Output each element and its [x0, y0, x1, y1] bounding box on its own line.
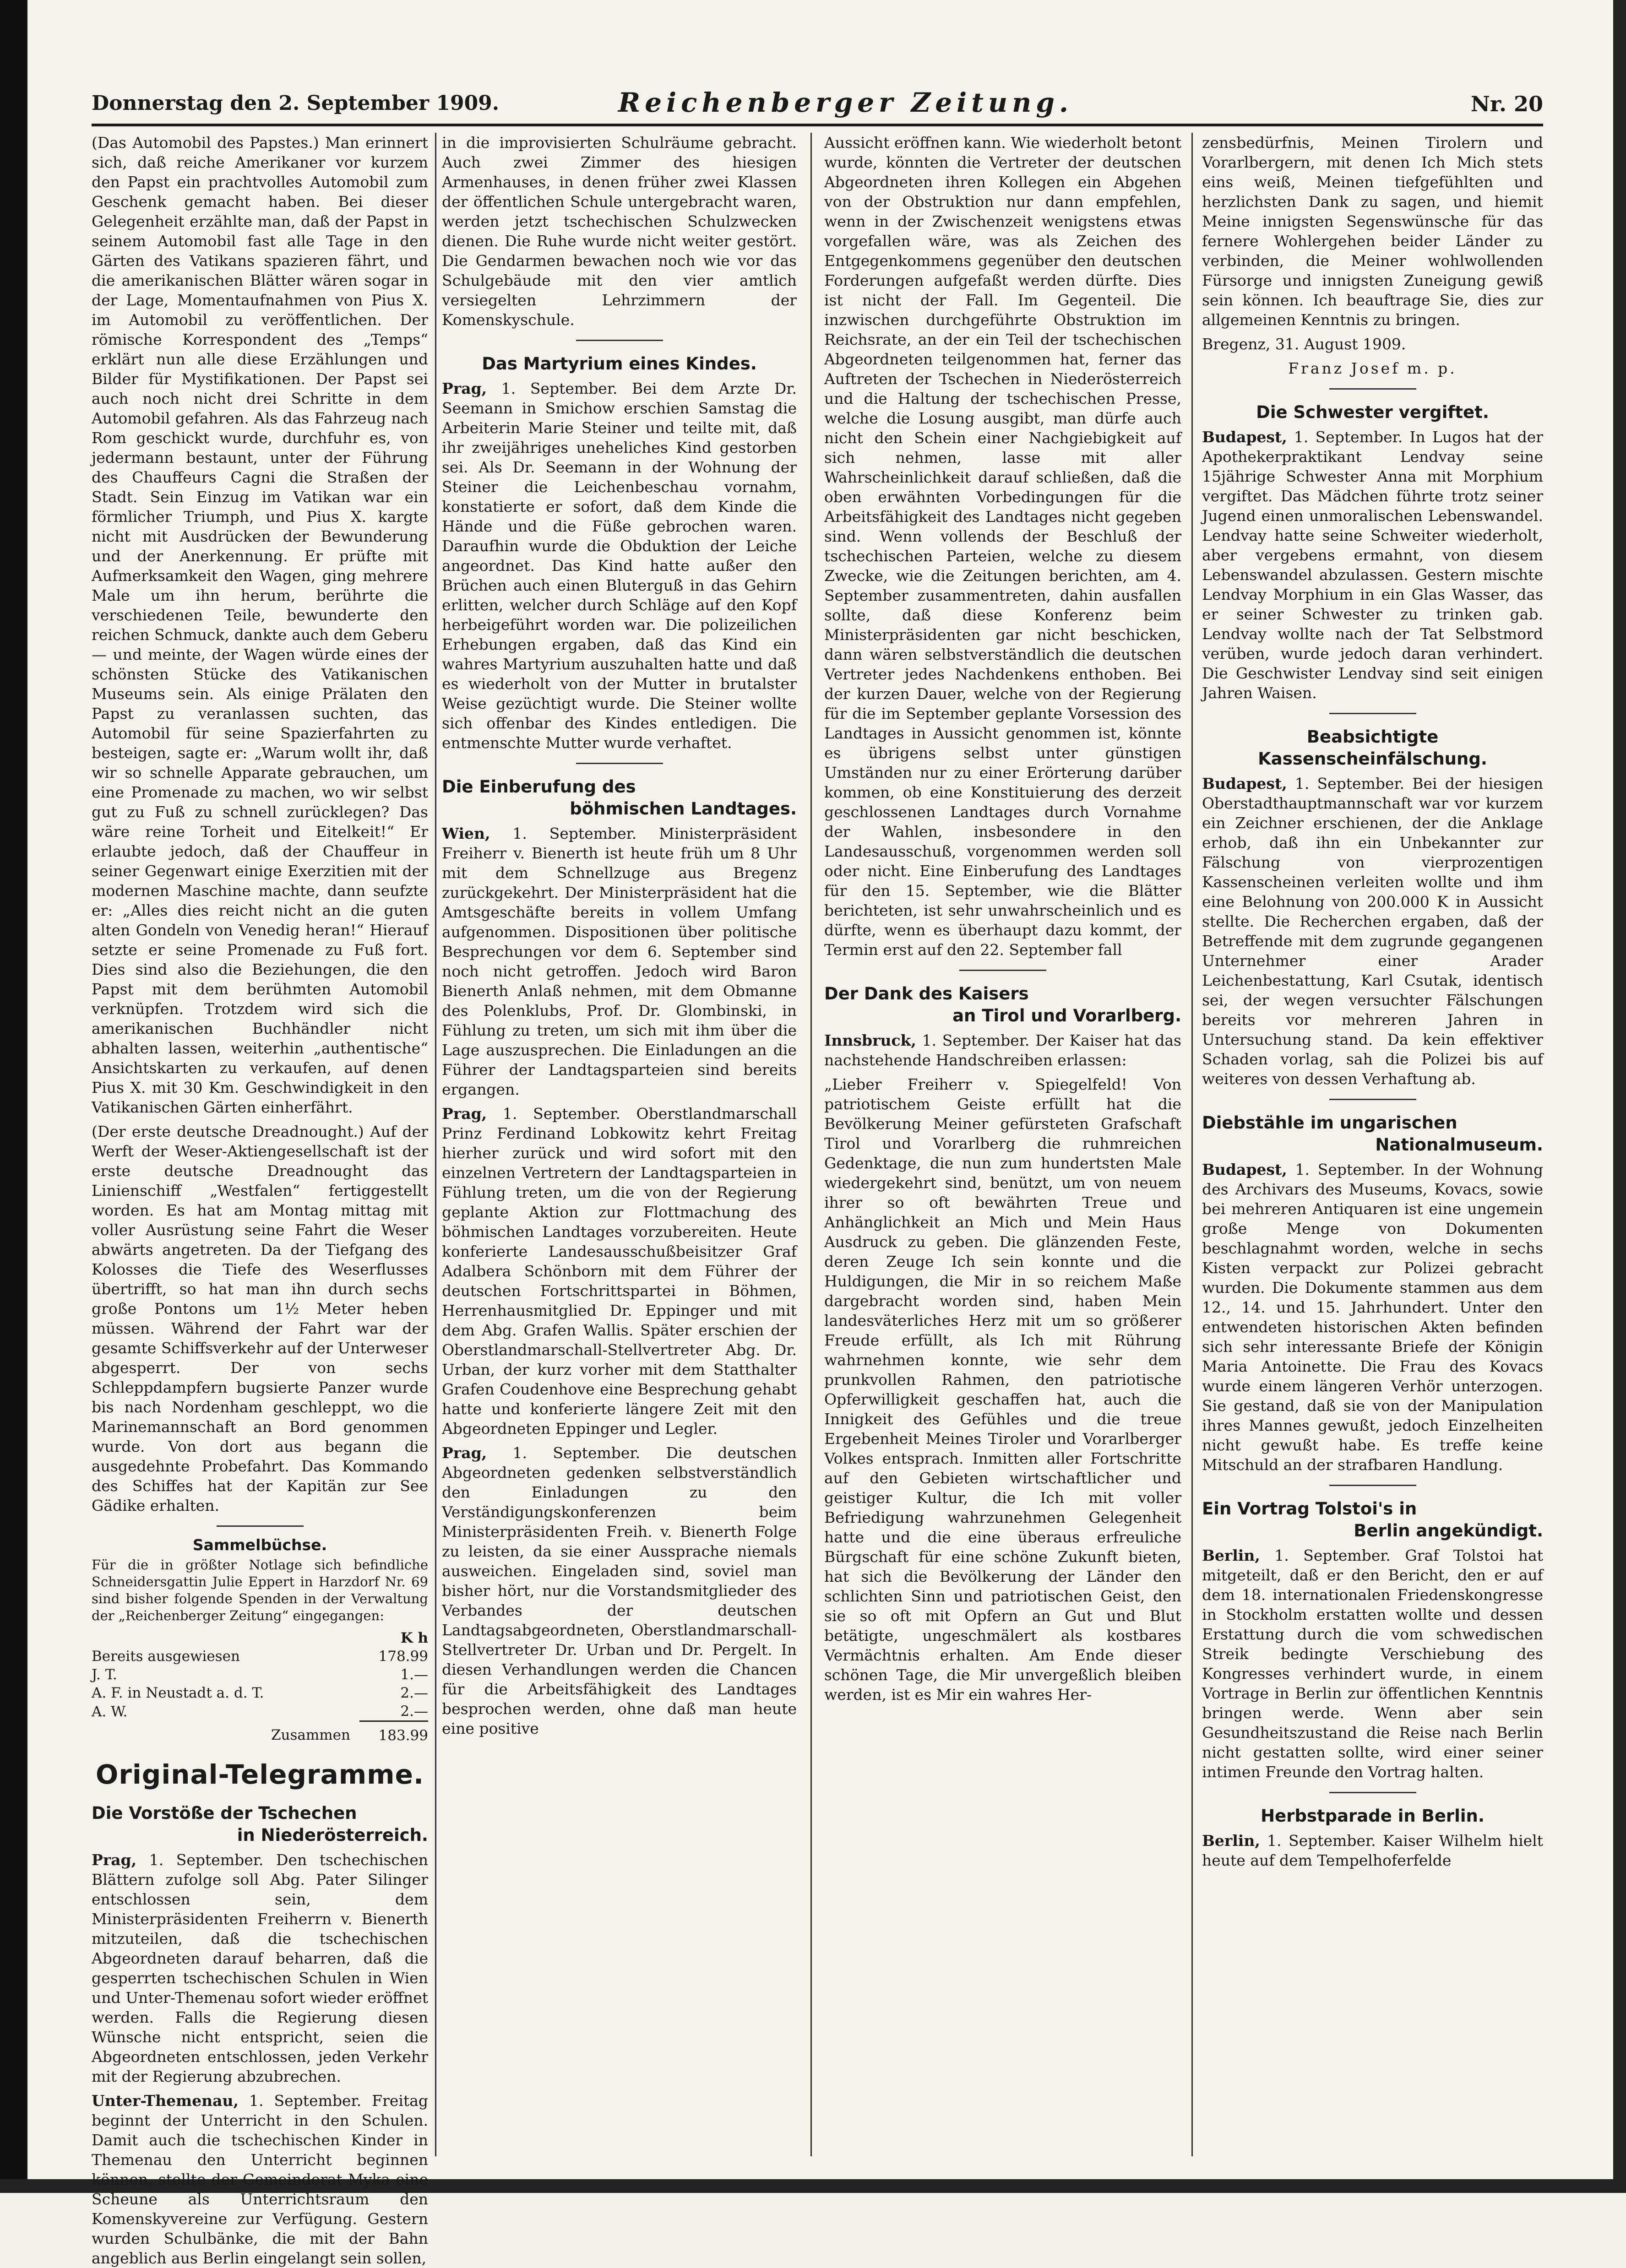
- headline-tolstoi: Ein Vortrag Tolstoi's in Berlin angekündigt.: [1202, 1499, 1543, 1541]
- separator-rule: [217, 1525, 304, 1527]
- article-lugos: Budapest, 1. September. In Lugos hat der Apothekerpraktikant Lendvay seine 15jährige Schwester Anna mit Morphium vergiftet. Das Mädchen führte trotz seiner Jugend einen unmoralischen Lebenswandel. Lendvay hatte seine Schweiter wiederholt, aber vergebens ermahnt, von diesem Lebenswandel abzulassen. Gestern mischte Lendvay Morphium in ein Glas Wasser, das er seiner Schwester zu trinken gab. Lendvay wollte nach der Tat Selbstmord verüben, wurde jedoch daran verhindert. Die Geschwister Lendvay sind seit einigen Jahren Waisen.: [1202, 428, 1543, 702]
- sammelbuechse-intro: Für die in größter Notlage sich befindliche Schneidersgattin Julie Eppert in Harzdorf Nr. 69 sind bisher folgende Spenden in der Verwaltung der „Reichenberger Zeitung“ eingegangen:: [92, 1557, 428, 1623]
- separator-rule: [1329, 388, 1416, 390]
- letter-place-date: Bregenz, 31. August 1909.: [1202, 335, 1406, 353]
- column-3: [824, 133, 1181, 2156]
- kaiser-letter: „Lieber Freiherr v. Spiegelfeld! Von patriotischem Geiste erfüllt hat die Bevölkerung Meiner gefürsteten Grafschaft Tirol und Vorarlberg die ruhmreichen Gedenktage, die nun zum hundertsten Male wiedergekehrt sind, benützt, um von neuem ihrer so oft bewährten Treue und Anhänglichkeit an Mich und Mein Haus Ausdruck zu geben. Die glänzenden Feste, deren Zeuge Ich sein konnte und die Huldigungen, die Mir in so reichem Maße dargebracht worden sind, haben Mein landesväterliches Herz mit um so größerer Freude erfüllt, als Ich mit Rührung wahrnehmen konnte, wie sehr dem prunkvollen Rahmen, den patriotische Opferwilligkeit geschaffen hat, auch die Innigkeit des Gefühles und die treue Ergebenheit Meines Tiroler und Vorarlberger Volkes entsprach. Inmitten aller Fortschritte auf den Gebieten wirtschaftlicher und geistiger Kultur, die Ich mit voller Befriedigung wahrzunehmen Gelegenheit hatte und die eine überaus erfreuliche Bürgschaft für eine schöne Zukunft bieten, hat sich die Bevölkerung der Länder den schlichten Sinn und patriotischen Geist, den sie so oft mit Opfern an Gut und Blut betätigte, ungeschmälert als kostbares Vermächtnis erhalten. Am Ende dieser schönen Tage, die Mir unvergeßlich bleiben werden, ist es Mir ein wahres Her-: [824, 1075, 1181, 1704]
- donation-row: A. W. 2.—: [92, 1703, 428, 1720]
- newspaper-title: Reichenberger Zeitung.: [618, 87, 1073, 118]
- column-1: [92, 133, 428, 2267]
- article-prag-landtag: Prag, 1. September. Oberstlandmarschall Prinz Ferdinand Lobkowitz kehrt Freitag hierher zurück und wird sofort mit den einzelnen Vertretern der Landtagsparteien in Fühlung treten, um die von der Regierung geplante Aktion zur Flottmachung des böhmischen Landtages vorzubereiten. Heute konferierte Landesausschußbeisitzer Graf Adalbera Schönborn mit dem Führer der deutschen Fortschrittspartei in Böhmen, Herrenhausmitglied Dr. Eppinger und mit dem Abg. Grafen Wallis. Später erschien der Oberstlandmarschall-Stellvertreter Abg. Dr. Urban, der kurz vorher mit dem Statthalter Grafen Coudenhove eine Besprechung gehabt hatte und konferierte längere Zeit mit den Abgeordneten Eppinger und Legler.: [442, 1105, 797, 1438]
- article-tolstoi: Berlin, 1. September. Graf Tolstoi hat mitgeteilt, daß er den Bericht, den er auf dem 18. internationalen Friedenskongresse in Stockholm erstatten wollte und dessen Erstattung durch die vom schwedischen Streik bedingte Verschiebung des Kongresses verhindert wurde, in einem Vortrage in Berlin zur öffentlichen Kenntnis bringen werde. Wenn aber sein Gesundheitszustand die Reise nach Berlin nicht gestatten sollte, wird einer seiner intimen Freunde den Vortrag halten.: [1202, 1546, 1543, 1781]
- separator-rule: [1329, 1485, 1416, 1486]
- headline-schwester: Die Schwester vergiftet.: [1256, 402, 1489, 422]
- headline-vorstoesse: Die Vorstöße der Tschechen in Niederösterreich.: [92, 1803, 428, 1845]
- headline-diebstaehle: Diebstähle im ungarischen Nationalmuseum.: [1202, 1113, 1543, 1155]
- kaiser-letter-continuation: zensbedürfnis, Meinen Tirolern und Vorarlbergern, mit denen Ich Mich stets eins weiß, Meinen tiefgefühlten und herzlichsten Dank zu sagen, und hiemit Meine innigsten Segenswünsche für das fernere Wohlergehen beider Länder zu verbinden, die Meiner wohlwollenden Fürsorge und innigsten Zuneigung gewiß sein können. Ich beauftrage Sie, dies zur allgemeinen Kenntnis zu bringen.: [1202, 134, 1543, 329]
- scan-edge-right: [1613, 0, 1626, 2193]
- article-continuation: Aussicht eröffnen kann. Wie wiederholt betont wurde, könnten die Vertreter der deutschen Abgeordneten ihren Kollegen ein Abgehen von der Obstruktion nur dann empfehlen, wenn in der Zwischenzeit wenigstens etwas vorgefallen wäre, was als Zeichen des Entgegenkommens gegenüber den deutschen Forderungen aufgefaßt werden dürfte. Dies ist nicht der Fall. Im Gegenteil. Die inzwischen durchgeführte Obstruktion im Reichsrate, an der ein Teil der tschechischen Abgeordneten teilgenommen hat, ferner das Auftreten der Tschechen in Niederösterreich und die Haltung der tschechischen Presse, welche die Losung ausgibt, man dürfe auch nicht den Schein einer Nachgiebigkeit auf sich nehmen, lasse mit aller Wahrscheinlichkeit darauf schließen, daß die oben erwähnten Vorbedingungen für die Arbeitsfähigkeit des Landtages nicht gegeben sind. Wenn vollends der Beschluß der tschechischen Parteien, welche zu diesem Zwecke, wie die Zeitungen berichten, am 4. September zusammentreten, dahin ausfallen sollte, daß diese Konferenz beim Ministerpräsidenten gar nicht beschicken, dann wären selbstverständlich die deutschen Vertreter jedes Nachdenkens enthoben. Bei der kurzen Dauer, welche von der Regierung für die im September geplante Vorsession des Landtages in Aussicht genommen ist, könnte es übrigens selbst unter günstigen Umständen nur zu einer Erörterung darüber kommen, ob eine Konstituierung des derzeit geschlossenen Landtages durch Vornahme der Wahlen, insbesondere in den Landesausschuß, vorgenommen werden soll oder nicht. Eine Einberufung des Landtages für den 15. September, wie die Blätter berichteten, ist sehr unwahrscheinlich und es dürfte, wenn es überhaupt dazu kommt, der Termin erst auf den 22. September fall: [824, 134, 1181, 959]
- column-rule: [1191, 133, 1193, 2156]
- separator-rule: [1329, 1792, 1416, 1793]
- headline-martyrium: Das Martyrium eines Kindes.: [482, 354, 757, 374]
- article-herbstparade: Berlin, 1. September. Kaiser Wilhelm hielt heute auf dem Tempelhoferfelde: [1202, 1832, 1543, 1869]
- donation-table: [92, 1629, 428, 1745]
- letter-signature: Franz Josef m. p.: [1288, 359, 1457, 377]
- donation-total: Zusammen 183.99: [92, 1721, 428, 1745]
- separator-rule: [576, 763, 663, 764]
- column-rule: [435, 133, 436, 2156]
- sammelbuechse-title: Sammelbüchse.: [192, 1536, 327, 1554]
- article-prag-abgeordnete: Prag, 1. September. Die deutschen Abgeordneten gedenken selbstverständlich den Einladungen zu den Verständigungskonferenzen beim Ministerpräsidenten Freih. v. Bienerth Folge zu leisten, da sie einer Aussprache niemals ausweichen. Eingeladen sind, soviel man bisher hört, nur die Vorstandsmitglieder des Verbandes der deutschen Landtagsabgeordneten, Oberstlandmarschall-Stellvertreter Dr. Urban und Dr. Pergelt. In diesen Verhandlungen werden die Chancen für die Arbeitsfähigkeit des Landtages besprochen werden, ohne daß man heute eine positive: [442, 1444, 797, 1737]
- article-unter-themenau: Unter-Themenau, 1. September. Freitag beginnt der Unterricht in den Schulen. Damit auch die tschechischen Kinder in Themenau den Unterricht beginnen können, stellte der Gemeinderat Myka eine Scheune als Unterrichtsraum den Komenskyvereine zur Verfügung. Gestern wurden Schulbänke, die mit der Bahn angeblich aus Berlin eingelangt sein sollen,: [92, 2092, 428, 2267]
- article-innsbruck: Innsbruck, 1. September. Der Kaiser hat das nachstehende Handschreiben erlassen:: [824, 1031, 1181, 1069]
- separator-rule: [1329, 713, 1416, 714]
- separator-rule: [576, 340, 663, 341]
- column-4: [1202, 133, 1543, 2156]
- page-number: Nr. 20: [1470, 92, 1543, 116]
- masthead-rule: [92, 124, 1543, 126]
- separator-rule: [1329, 1099, 1416, 1100]
- article-martyrium: Prag, 1. September. Bei dem Arzte Dr. Seemann in Smichow erschien Samstag die Arbeiterin Marie Steiner und teilte mit, daß ihr zweijähriges uneheliches Kind gestorben sei. Als Dr. Seemann in der Wohnung der Steiner die Leichenbeschau vornahm, konstatierte er sofort, daß dem Kinde die Hände und die Füße gebrochen waren. Daraufhin wurde die Obduktion der Leiche angeordnet. Das Kind hatte außer den Brüchen auch einen Bluterguß in das Gehirn erlitten, welcher durch Schläge auf den Kopf herbeigeführt worden war. Die polizeilichen Erhebungen ergaben, daß das Kind ein wahres Martyrium auszuhalten hatte und daß es wiederholt von der Mutter in brutalster Weise gezüchtigt wurde. Die Steiner wollte sich offenbar des Kindes entledigen. Die entmenschte Mutter wurde verhaftet.: [442, 380, 797, 752]
- headline-einberufung: Die Einberufung des böhmischen Landtages.: [442, 777, 797, 819]
- headline-kassenschein: Beabsichtigte Kassenscheinfälschung.: [1258, 727, 1487, 769]
- scan-edge-left: [0, 0, 27, 2193]
- headline-herbstparade: Herbstparade in Berlin.: [1261, 1806, 1485, 1826]
- article-dreadnought: (Der erste deutsche Dreadnought.) Auf der Werft der Weser-Aktiengesellschaft ist der erste deutsche Dreadnought das Linienschiff „Westfalen“ fertiggestellt worden. Es hat am Montag mittag mit voller Ausrüstung seine Fahrt die Weser abwärts angetreten. Da der Tiefgang des Kolosses die Tiefe des Weserflusses übertrifft, so hat man ihn durch sechs große Pontons um 1½ Meter heben müssen. Während der Fahrt war der gesamte Schiffsverkehr auf der Unterweser abgesperrt. Der von sechs Schleppdampfern bugsierte Panzer wurde bis nach Nordenham geschleppt, wo die Marinemannschaft an Bord genommen wurde. Von dort aus begann die ausgedehnte Probefahrt. Das Kommando des Schiffes hat der Kapitän zur See Gädike erhalten.: [92, 1123, 428, 1514]
- column-2: [442, 133, 797, 2156]
- article-wien: Wien, 1. September. Ministerpräsident Freiherr v. Bienerth ist heute früh um 8 Uhr mit dem Schnellzuge aus Bregenz zurückgekehrt. Der Ministerpräsident hat die Amtsgeschäfte bereits in vollem Umfang aufgenommen. Dispositionen über politische Besprechungen vor dem 6. September sind noch nicht getroffen. Jedoch wird Baron Bienerth Anlaß nehmen, mit dem Obmanne des Polenklubs, Prof. Dr. Glombinski, in Fühlung zu treten, um sich mit ihm über die Lage auszusprechen. Die Einladungen an die Führer der Landtagsparteien sind bereits ergangen.: [442, 825, 797, 1098]
- column-rule: [810, 133, 812, 2156]
- article-kassenschein: Budapest, 1. September. Bei der hiesigen Oberstadthauptmannschaft war vor kurzem ein Zeichner erschienen, der die Anklage erhob, daß ihn ein Unbekannter zur Fälschung von vierprozentigen Kassenscheinen verleiten wollte und ihm eine Belohnung von 200.000 K in Aussicht stellte. Die Recherchen ergaben, daß der Betreffende mit dem zugrunde gegangenen Unternehmer einer Arader Leichenbestattung, Karl Csutak, identisch sei, der wegen versuchter Fälschungen bereits vor mehreren Jahren in Untersuchung stand. Da kein effektiver Schaden vorlag, sah die Polizei bis auf weiteres von dessen Verhaftung ab.: [1202, 775, 1543, 1088]
- donation-row: A. F. in Neustadt a. d. T. 2.—: [92, 1685, 428, 1701]
- issue-date: Donnerstag den 2. September 1909.: [92, 92, 500, 115]
- currency-header: K h: [400, 1630, 428, 1646]
- donation-row: Bereits ausgewiesen 178.99: [92, 1648, 428, 1665]
- donation-row: J. T. 1.—: [92, 1666, 428, 1683]
- headline-dank-kaiser: Der Dank des Kaisers an Tirol und Vorarlberg.: [824, 984, 1181, 1025]
- article-papst-automobil: (Das Automobil des Papstes.) Man erinnert sich, daß reiche Amerikaner vor kurzem den Papst ein prachtvolles Automobil zum Geschenk gemacht haben. Bei dieser Gelegenheit erzählte man, daß der Papst in seinem Automobil fast alle Tage in den Gärten des Vatikans spazieren fährt, und die amerikanischen Blätter wären sogar in der Lage, Momentaufnahmen von Pius X. im Automobil zu veröffentlichen. Der römische Korrespondent des „Temps“ erklärt nun alle diese Erzählungen und Bilder für Mystifikationen. Der Papst sei auch noch nicht drei Schritte in dem Automobil gefahren. Als das Fahrzeug nach Rom geschickt wurde, durchfuhr es, von jedermann bestaunt, unter der Führung des Chauffeurs Cagni die Straßen der Stadt. Sein Einzug im Vatikan war ein förmlicher Triumph, und Pius X. kargte nicht mit Ausdrücken der Bewunderung und der Anerkennung. Er prüfte mit Aufmerksamkeit den Wagen, ging mehrere Male um ihn herum, berührte die verschiedenen Teile, bewunderte den reichen Schmuck, dankte auch dem Geberu — und meinte, der Wagen würde eines der schönsten Stücke des Vatikanischen Museums sein. Als einige Prälaten den Papst zu veranlassen suchten, das Automobil für seine Spazierfahrten zu besteigen, sagte er: „Warum wollt ihr, daß wir so schnelle Apparate gebrauchen, um eine Promenade zu machen, wo wir selbst gut zu Fuß zu schnell zurücklegen? Das wäre reine Torheit und Eitelkeit!“ Er erlaubte jedoch, daß der Chauffeur in seiner Gegenwart einige Exerzitien mit der modernen Maschine machte, dann seufzte er: „Alles dies reicht nicht an die guten alten Gondeln von Venedig heran!“ Hierauf setzte er seine Promenade zu Fuß fort. Dies sind also die Beziehungen, die den Papst mit dem berühmten Automobil verknüpfen. Trotzdem wird sich die amerikanischen Buchhändler nicht abhalten lassen, weiterhin „authentische“ Ansichtskarten zu verkaufen, auf denen Pius X. mit 30 Km. Geschwindigkeit in den Vatikanischen Gärten einherfährt.: [92, 134, 428, 1116]
- section-heading-telegramme: Original-Telegramme.: [96, 1759, 424, 1790]
- separator-rule: [959, 970, 1046, 971]
- masthead: [92, 87, 1543, 124]
- article-prag-tschechen: Prag, 1. September. Den tschechischen Blättern zufolge soll Abg. Pater Silinger entschlossen sein, dem Ministerpräsidenten Freiherrn v. Bienerth mitzuteilen, daß die tschechischen Abgeordneten darauf beharren, daß die gesperrten tschechischen Schulen in Wien und Unter-Themenau sofort wieder eröffnet werden. Falls die Regierung diesen Wünsche nicht entspricht, seien die Abgeordneten entschlossen, jeden Verkehr mit der Regierung abzubrechen.: [92, 1851, 428, 2085]
- article-nationalmuseum: Budapest, 1. September. In der Wohnung des Archivars des Museums, Kovacs, sowie bei mehreren Antiquaren ist eine ungemein große Menge von Dokumenten beschlagnahmt worden, welche in sechs Kisten verpackt zur Polizei gebracht wurden. Die Dokumente stammen aus dem 12., 14. und 15. Jahrhundert. Unter den entwendeten historischen Akten befinden sich sehr interessante Briefe der Königin Maria Antoinette. Die Frau des Kovacs wurde einem längeren Verhör unterzogen. Sie gestand, daß sie von der Manipulation ihres Mannes gewußt, jedoch Einzelheiten nicht gewußt habe. Es treffe keine Mitschuld an der strafbaren Handlung.: [1202, 1161, 1543, 1474]
- article-continuation: in die improvisierten Schulräume gebracht. Auch zwei Zimmer des hiesigen Armenhauses, in denen früher zwei Klassen der öffentlichen Schule untergebracht waren, werden jetzt tschechischen Schulzwecken dienen. Die Ruhe wurde nicht weiter gestört. Die Gendarmen bewachen noch wie vor das Schulgebäude mit den vier amtlich versiegelten Lehrzimmern der Komenskyschule.: [442, 134, 797, 329]
